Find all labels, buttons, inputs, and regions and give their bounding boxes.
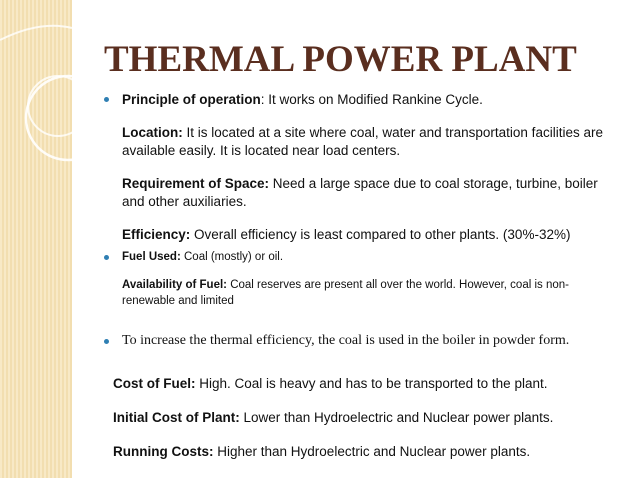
cost-fuel-label: Cost of Fuel: <box>113 376 196 391</box>
cost-of-fuel-item <box>113 375 613 393</box>
fuel-label: Fuel Used: <box>122 251 181 263</box>
running-label: Running Costs: <box>113 444 214 459</box>
principle-text: : It works on Modified Rankine Cycle. <box>260 92 483 107</box>
location-label: Location: <box>122 125 183 140</box>
efficiency-item <box>122 226 612 244</box>
initial-cost-text: Lower than Hydroelectric and Nuclear power plants. <box>239 410 554 425</box>
bullet-marker <box>104 339 109 344</box>
location-item <box>122 124 612 160</box>
thermal-efficiency-item: To increase the thermal efficiency, the coal is used in the boiler in powder form. <box>122 333 570 348</box>
space-text: Need a large space due to coal storage, turbine, boiler and other auxiliaries. <box>122 176 598 209</box>
principle-item <box>122 91 612 109</box>
bullet-marker <box>104 255 109 260</box>
cost-fuel-text: High. Coal is heavy and has to be transported to the plant. <box>195 376 548 391</box>
decorative-circles <box>0 0 110 170</box>
availability-label: Availability of Fuel: <box>122 279 228 291</box>
fuel-item <box>122 249 612 265</box>
fuel-text: Coal (mostly) or oil. <box>180 251 284 263</box>
principle-label: Principle of operation <box>122 92 261 107</box>
space-item <box>122 175 612 211</box>
efficiency-label: Efficiency: <box>122 227 191 242</box>
initial-cost-label: Initial Cost of Plant: <box>113 410 240 425</box>
availability-text: Coal reserves are present all over the world. However, coal is non-renewable and limited <box>122 279 569 307</box>
bullet-marker <box>104 97 109 102</box>
space-label: Requirement of Space: <box>122 176 270 191</box>
running-costs-item <box>113 443 613 461</box>
running-text: Higher than Hydroelectric and Nuclear power plants. <box>213 444 531 459</box>
availability-item <box>122 277 612 309</box>
initial-cost-item <box>113 409 613 427</box>
slide-title: THERMAL POWER PLANT <box>104 39 577 80</box>
location-text: It is located at a site where coal, water and transportation facilities are available easily. It is located near load centers. <box>122 125 603 158</box>
efficiency-text: Overall efficiency is least compared to other plants. (30%-32%) <box>190 227 571 242</box>
